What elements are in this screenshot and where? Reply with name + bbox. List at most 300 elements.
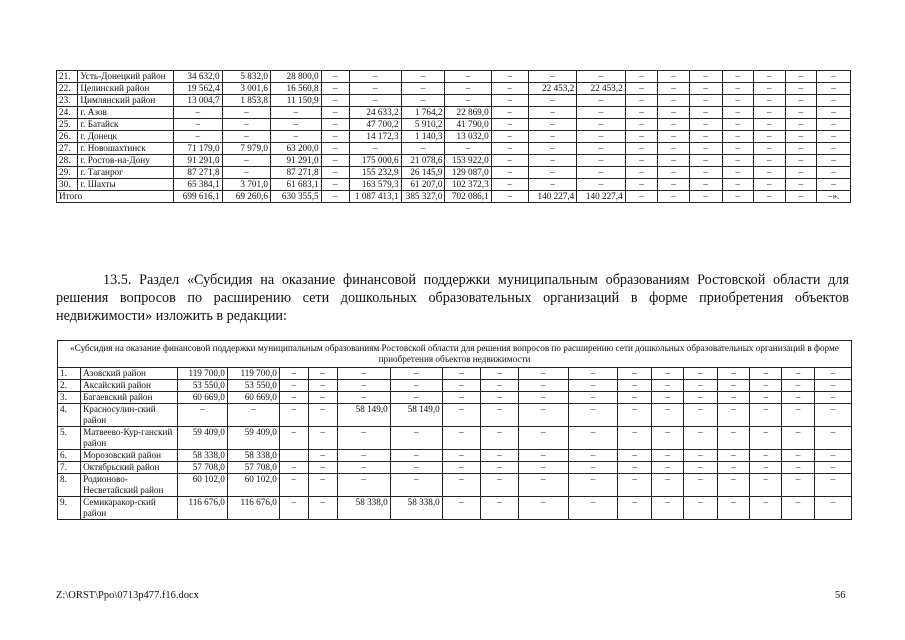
table-cell: 19 562,4 xyxy=(174,83,222,95)
table-cell: – xyxy=(519,474,569,497)
table-cell: 53 550,0 xyxy=(178,380,228,392)
table-cell: – xyxy=(684,392,718,404)
table-cell: 3 701,0 xyxy=(222,179,270,191)
table-cell: – xyxy=(817,95,851,107)
row-number: 30. xyxy=(57,179,78,191)
table-cell: – xyxy=(568,380,618,392)
total-cell: 702 086,1 xyxy=(445,191,491,203)
table-cell: – xyxy=(337,380,390,392)
table-cell: – xyxy=(750,427,782,450)
table-cell: – xyxy=(519,497,569,520)
table-cell: 1 764,2 xyxy=(401,107,445,119)
table-cell: – xyxy=(270,119,321,131)
table-cell: – xyxy=(722,95,754,107)
table-cell: – xyxy=(782,380,814,392)
row-number: 2. xyxy=(58,380,81,392)
table-cell: – xyxy=(618,368,652,380)
table-cell: – xyxy=(750,497,782,520)
table-cell: 175 000,6 xyxy=(349,155,401,167)
table-row xyxy=(58,474,852,497)
total-label: Итого xyxy=(57,191,174,203)
table-cell: – xyxy=(722,179,754,191)
table-cell: – xyxy=(625,179,658,191)
table-row xyxy=(57,83,851,95)
table-cell: – xyxy=(178,404,228,427)
total-cell: – xyxy=(785,191,817,203)
table-cell: – xyxy=(658,167,690,179)
table-cell: – xyxy=(722,107,754,119)
table-cell: – xyxy=(684,427,718,450)
total-cell: 69 260,6 xyxy=(222,191,270,203)
table-cell: – xyxy=(480,450,518,462)
table-cell: – xyxy=(568,427,618,450)
table-cell: – xyxy=(321,83,349,95)
table-cell: – xyxy=(625,167,658,179)
page-number: 56 xyxy=(835,590,846,601)
table-cell: 155 232,9 xyxy=(349,167,401,179)
table-cell: – xyxy=(491,179,528,191)
table-cell: – xyxy=(442,497,480,520)
table-cell: – xyxy=(445,83,491,95)
table-cell: – xyxy=(689,143,722,155)
total-cell: – xyxy=(689,191,722,203)
table-cell: – xyxy=(722,83,754,95)
table-cell: – xyxy=(689,95,722,107)
table-cell: 59 409,0 xyxy=(227,427,279,450)
table-row xyxy=(57,143,851,155)
table-cell: – xyxy=(279,497,308,520)
table-cell: – xyxy=(321,95,349,107)
table-cell: – xyxy=(568,368,618,380)
row-number: 9. xyxy=(58,497,81,520)
total-cell: – xyxy=(722,191,754,203)
table-cell: – xyxy=(814,380,851,392)
table-cell: 24 633,2 xyxy=(349,107,401,119)
table-cell: – xyxy=(689,155,722,167)
table-cell: – xyxy=(491,143,528,155)
table-cell: – xyxy=(618,474,652,497)
table-cell: 60 102,0 xyxy=(227,474,279,497)
table-cell: – xyxy=(480,392,518,404)
table-cell: – xyxy=(174,107,222,119)
table-cell: – xyxy=(577,71,625,83)
table-cell: – xyxy=(684,368,718,380)
table-cell: – xyxy=(519,380,569,392)
table-cell: – xyxy=(308,450,337,462)
table-cell: – xyxy=(491,71,528,83)
table-cell: – xyxy=(717,404,749,427)
table-cell: – xyxy=(321,143,349,155)
table-cell: 3 001,6 xyxy=(222,83,270,95)
table-cell: – xyxy=(814,497,851,520)
table-cell: – xyxy=(480,497,518,520)
table-cell: 5 832,0 xyxy=(222,71,270,83)
table-cell: – xyxy=(349,71,401,83)
table-cell: – xyxy=(754,83,786,95)
table-cell: – xyxy=(722,71,754,83)
municipality-name: Красносулин-ский район xyxy=(81,404,178,427)
table-cell: – xyxy=(308,404,337,427)
row-number: 6. xyxy=(58,450,81,462)
table-cell: – xyxy=(321,167,349,179)
table-cell: – xyxy=(577,167,625,179)
table-cell: – xyxy=(785,119,817,131)
table-cell: – xyxy=(337,368,390,380)
table-cell: – xyxy=(308,462,337,474)
table-cell: – xyxy=(651,380,683,392)
table-cell: – xyxy=(491,131,528,143)
table-cell xyxy=(279,450,308,462)
table-row xyxy=(58,392,852,404)
row-number: 1. xyxy=(58,368,81,380)
row-number: 5. xyxy=(58,427,81,450)
table-cell: – xyxy=(308,427,337,450)
total-cell: 699 616,1 xyxy=(174,191,222,203)
table-cell: – xyxy=(528,107,576,119)
table-cell: – xyxy=(754,119,786,131)
table-cell: – xyxy=(814,462,851,474)
table-cell: – xyxy=(222,119,270,131)
total-cell: 140 227,4 xyxy=(528,191,576,203)
row-number: 23. xyxy=(57,95,78,107)
table-cell: 34 632,0 xyxy=(174,71,222,83)
table-cell: – xyxy=(308,392,337,404)
table-cell: – xyxy=(817,167,851,179)
table-row xyxy=(58,427,852,450)
table-cell: – xyxy=(689,119,722,131)
table-cell: – xyxy=(528,71,576,83)
table-cell: – xyxy=(279,368,308,380)
table-cell: – xyxy=(519,392,569,404)
table-cell: – xyxy=(754,167,786,179)
table-cell: – xyxy=(782,427,814,450)
table-cell: – xyxy=(528,143,576,155)
table-row xyxy=(57,71,851,83)
table-cell: – xyxy=(625,83,658,95)
table-cell: – xyxy=(390,427,442,450)
table-cell: – xyxy=(349,143,401,155)
table-cell: – xyxy=(717,368,749,380)
table-cell: – xyxy=(279,462,308,474)
table-cell: – xyxy=(577,143,625,155)
table-cell: – xyxy=(689,71,722,83)
total-cell: – xyxy=(754,191,786,203)
table-cell: 71 179,0 xyxy=(174,143,222,155)
municipality-name: г. Таганрог xyxy=(78,167,174,179)
table-cell: 102 372,3 xyxy=(445,179,491,191)
table-cell: 58 149,0 xyxy=(337,404,390,427)
table-cell: 22 453,2 xyxy=(528,83,576,95)
table-cell: – xyxy=(754,95,786,107)
municipality-name: Багаевский район xyxy=(81,392,178,404)
table-cell: – xyxy=(814,450,851,462)
table-cell: 13 032,0 xyxy=(445,131,491,143)
table-cell: – xyxy=(442,462,480,474)
total-cell: 1 087 413,1 xyxy=(349,191,401,203)
table-cell: – xyxy=(754,131,786,143)
total-cell: – xyxy=(625,191,658,203)
table-cell: – xyxy=(174,119,222,131)
table-cell: 41 790,0 xyxy=(445,119,491,131)
table-cell: – xyxy=(270,131,321,143)
total-cell: – xyxy=(658,191,690,203)
table-cell: – xyxy=(337,450,390,462)
table-cell: – xyxy=(717,497,749,520)
table-cell: 21 078,6 xyxy=(401,155,445,167)
total-row xyxy=(57,191,851,203)
table-cell: – xyxy=(321,71,349,83)
table-cell: – xyxy=(817,155,851,167)
table2-title: «Субсидия на оказание финансовой поддержки муниципальным образованиям Ростовской области для решения вопросов по расширению сети дошкольных образовательных организаций в форме приобретения объектов недвижимости xyxy=(58,341,852,368)
table2-title-row xyxy=(58,341,852,368)
table-cell: – xyxy=(658,71,690,83)
table-cell: – xyxy=(684,450,718,462)
row-number: 3. xyxy=(58,392,81,404)
total-cell: 385 327,0 xyxy=(401,191,445,203)
table-row xyxy=(57,167,851,179)
table-cell: – xyxy=(279,404,308,427)
table-cell: – xyxy=(480,462,518,474)
table-cell: – xyxy=(308,497,337,520)
row-number: 8. xyxy=(58,474,81,497)
table-cell: – xyxy=(442,368,480,380)
table-cell: – xyxy=(401,83,445,95)
paragraph-text: 13.5. Раздел «Субсидия на оказание финансовой поддержки муниципальным образованиям Ростовской области для решения вопросов по расширению сети дошкольных образовательных организаций в форме приобретения объектов недвижимости» изложить в редакции: xyxy=(56,272,849,324)
table-cell: 53 550,0 xyxy=(227,380,279,392)
table-cell: – xyxy=(817,131,851,143)
table-cell: – xyxy=(337,462,390,474)
table-cell: – xyxy=(618,450,652,462)
table-row xyxy=(57,155,851,167)
table-cell: – xyxy=(279,474,308,497)
table-cell: – xyxy=(390,462,442,474)
table-cell: – xyxy=(528,131,576,143)
table-cell: – xyxy=(568,474,618,497)
table-cell: – xyxy=(717,450,749,462)
table-cell: – xyxy=(782,462,814,474)
table-cell: 58 338,0 xyxy=(337,497,390,520)
table-cell: – xyxy=(651,404,683,427)
table-cell: 119 700,0 xyxy=(178,368,228,380)
table-cell: – xyxy=(782,474,814,497)
table-cell: – xyxy=(390,392,442,404)
table-cell: – xyxy=(480,368,518,380)
table-cell: – xyxy=(480,404,518,427)
table-cell: – xyxy=(445,71,491,83)
table-cell: 91 291,0 xyxy=(174,155,222,167)
table-cell: – xyxy=(491,119,528,131)
table-cell: – xyxy=(321,155,349,167)
table-cell: 22 869,0 xyxy=(445,107,491,119)
table-cell: – xyxy=(785,143,817,155)
row-number: 26. xyxy=(57,131,78,143)
table-cell: 63 200,0 xyxy=(270,143,321,155)
table-cell: – xyxy=(625,71,658,83)
table-cell: – xyxy=(222,107,270,119)
table-cell: 91 291,0 xyxy=(270,155,321,167)
table-row xyxy=(58,450,852,462)
table-cell: 116 676,0 xyxy=(227,497,279,520)
table-cell: – xyxy=(625,155,658,167)
table-cell: 14 172,3 xyxy=(349,131,401,143)
table-cell: – xyxy=(519,462,569,474)
table-cell: – xyxy=(651,450,683,462)
table-cell: – xyxy=(337,474,390,497)
table-cell: – xyxy=(568,450,618,462)
municipality-name: г. Новошахтинск xyxy=(78,143,174,155)
table-cell: – xyxy=(227,404,279,427)
table-cell: 129 087,0 xyxy=(445,167,491,179)
table-cell: – xyxy=(442,450,480,462)
table-cell: – xyxy=(785,179,817,191)
table-cell: – xyxy=(625,107,658,119)
table-cell: – xyxy=(618,404,652,427)
total-cell: 140 227,4 xyxy=(577,191,625,203)
table-cell: – xyxy=(750,474,782,497)
table-cell: – xyxy=(754,107,786,119)
table-cell: – xyxy=(717,392,749,404)
table-cell: – xyxy=(684,380,718,392)
table-cell: – xyxy=(817,71,851,83)
table-cell: – xyxy=(651,368,683,380)
table-cell: – xyxy=(491,167,528,179)
total-cell: – xyxy=(491,191,528,203)
table-cell: – xyxy=(390,380,442,392)
table-cell: 22 453,2 xyxy=(577,83,625,95)
table-cell: 57 708,0 xyxy=(227,462,279,474)
table-cell: – xyxy=(658,95,690,107)
table-cell: – xyxy=(577,179,625,191)
municipality-name: Азовский район xyxy=(81,368,178,380)
table-cell: – xyxy=(568,404,618,427)
table-cell: – xyxy=(658,179,690,191)
table-cell: – xyxy=(717,462,749,474)
table-cell: – xyxy=(308,380,337,392)
table-cell: – xyxy=(618,427,652,450)
table-cell: – xyxy=(442,380,480,392)
table-cell: – xyxy=(442,404,480,427)
table-cell: – xyxy=(817,143,851,155)
table-cell: 26 145,9 xyxy=(401,167,445,179)
table-cell: – xyxy=(349,95,401,107)
table-cell: 116 676,0 xyxy=(178,497,228,520)
table-row xyxy=(57,107,851,119)
table-cell: – xyxy=(491,95,528,107)
table-cell: – xyxy=(321,107,349,119)
table-row xyxy=(58,404,852,427)
table-cell: – xyxy=(625,131,658,143)
row-number: 21. xyxy=(57,71,78,83)
table-cell: 60 102,0 xyxy=(178,474,228,497)
row-number: 25. xyxy=(57,119,78,131)
table-cell: 13 004,7 xyxy=(174,95,222,107)
table-cell: 87 271,8 xyxy=(270,167,321,179)
municipality-name: Октябрьский район xyxy=(81,462,178,474)
table-cell: – xyxy=(491,155,528,167)
total-cell: –». xyxy=(817,191,851,203)
table-cell: – xyxy=(658,83,690,95)
table-cell: – xyxy=(814,392,851,404)
table-cell: – xyxy=(750,404,782,427)
table-cell: – xyxy=(689,83,722,95)
table-cell: – xyxy=(568,497,618,520)
table-cell: – xyxy=(390,368,442,380)
table-cell: – xyxy=(717,380,749,392)
table-row xyxy=(58,497,852,520)
municipality-name: г. Ростов-на-Дону xyxy=(78,155,174,167)
table-cell: – xyxy=(782,392,814,404)
table-cell: – xyxy=(750,392,782,404)
table-cell: – xyxy=(279,427,308,450)
table-cell: – xyxy=(577,107,625,119)
municipality-name: Усть-Донецкий район xyxy=(78,71,174,83)
total-cell: 630 355,5 xyxy=(270,191,321,203)
table-cell: – xyxy=(308,474,337,497)
table-cell: – xyxy=(174,131,222,143)
table-cell: – xyxy=(722,143,754,155)
table-cell: – xyxy=(270,107,321,119)
table-cell: – xyxy=(519,450,569,462)
table-cell: – xyxy=(785,107,817,119)
table-cell: 65 384,1 xyxy=(174,179,222,191)
table-cell: – xyxy=(785,95,817,107)
table-cell: 61 207,0 xyxy=(401,179,445,191)
table-cell: – xyxy=(785,167,817,179)
table-cell: – xyxy=(717,427,749,450)
table-cell: – xyxy=(222,167,270,179)
table-cell: – xyxy=(651,427,683,450)
table-cell: – xyxy=(651,474,683,497)
table-cell: – xyxy=(689,179,722,191)
table-cell: – xyxy=(658,131,690,143)
table-cell: – xyxy=(817,83,851,95)
table-cell: – xyxy=(658,119,690,131)
table-cell: – xyxy=(442,474,480,497)
table-cell: – xyxy=(651,462,683,474)
table-cell: 58 338,0 xyxy=(178,450,228,462)
table-cell: – xyxy=(390,450,442,462)
table-cell: – xyxy=(279,380,308,392)
municipality-name: Аксайский район xyxy=(81,380,178,392)
table-cell: – xyxy=(817,119,851,131)
table-cell: – xyxy=(658,143,690,155)
table-cell: – xyxy=(785,83,817,95)
table-cell: – xyxy=(814,474,851,497)
row-number: 4. xyxy=(58,404,81,427)
table-cell: – xyxy=(321,131,349,143)
table-cell: – xyxy=(222,155,270,167)
table-cell: – xyxy=(480,380,518,392)
table-cell: – xyxy=(222,131,270,143)
table-cell: – xyxy=(782,368,814,380)
table-cell: – xyxy=(625,95,658,107)
table-cell: – xyxy=(814,427,851,450)
table-cell: 28 800,0 xyxy=(270,71,321,83)
table-cell: – xyxy=(480,427,518,450)
table-cell: – xyxy=(337,392,390,404)
table-row xyxy=(57,95,851,107)
table-cell: – xyxy=(785,131,817,143)
table-row xyxy=(58,380,852,392)
table-cell: 119 700,0 xyxy=(227,368,279,380)
table-cell: – xyxy=(782,404,814,427)
table-row xyxy=(57,119,851,131)
municipality-name: Цимлянский район xyxy=(78,95,174,107)
table-cell: – xyxy=(651,392,683,404)
table-cell: – xyxy=(684,497,718,520)
municipality-name: Семикаракор-ский район xyxy=(81,497,178,520)
row-number: 28. xyxy=(57,155,78,167)
